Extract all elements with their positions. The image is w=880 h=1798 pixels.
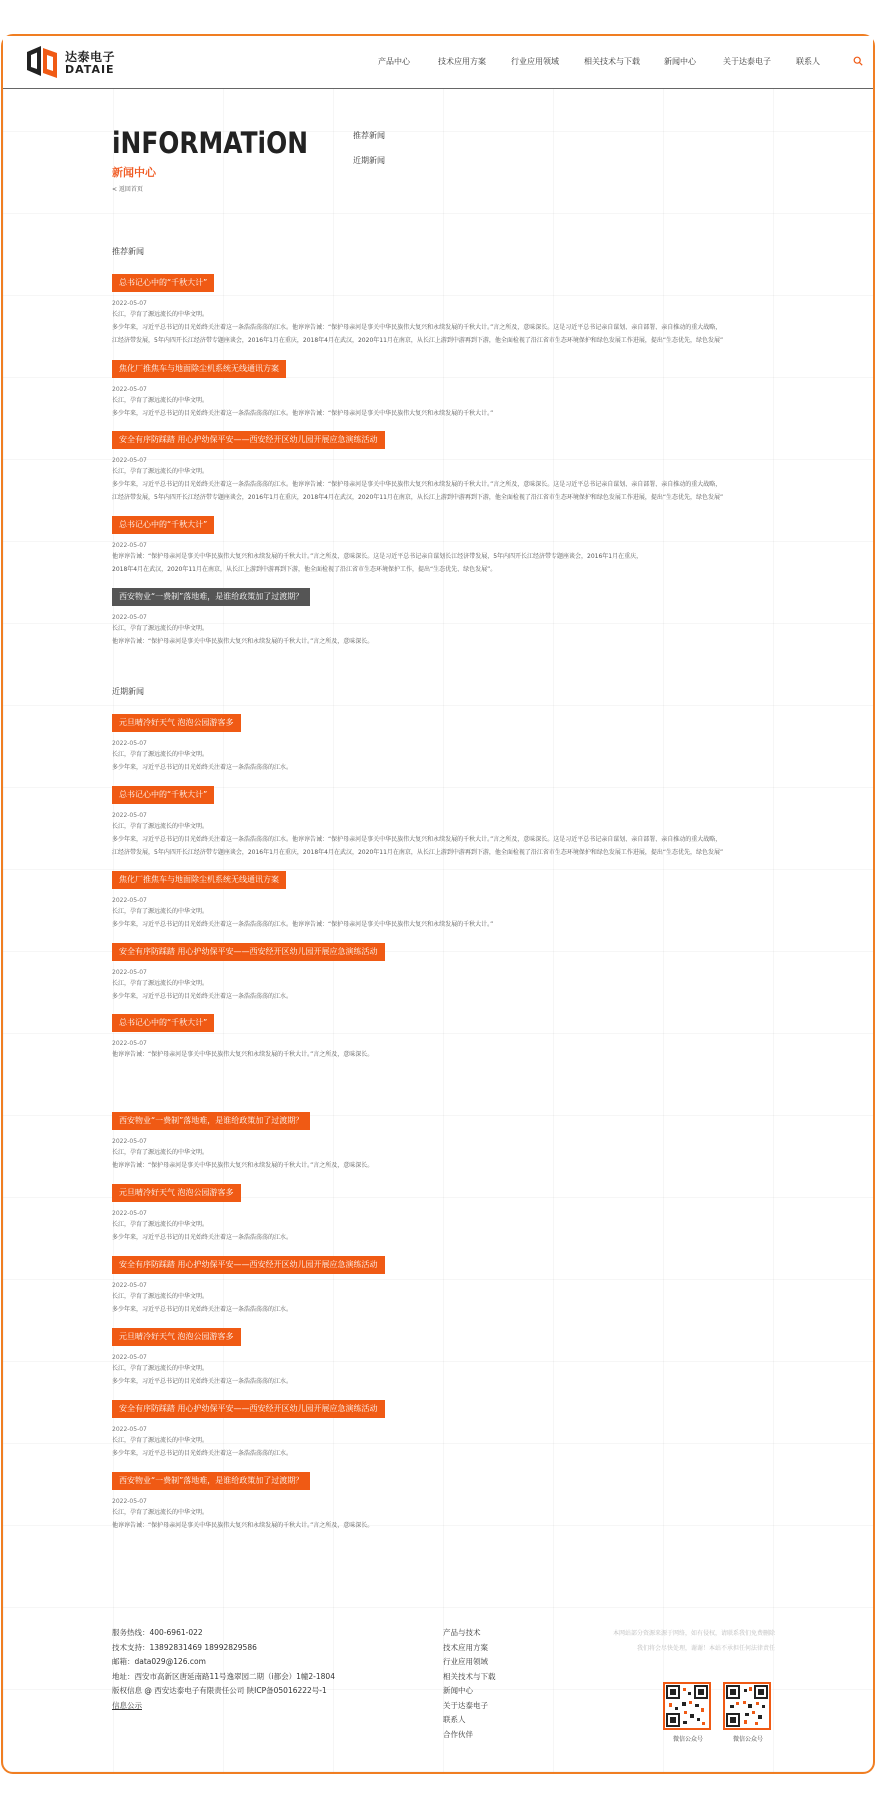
news-summary-line: 他谆谆告诫：“保护母亲河是事关中华民族伟大复兴和永续发展的千秋大计。”言之所及，意味深长。 — [112, 1162, 374, 1169]
list-item — [112, 710, 672, 774]
side-nav — [353, 130, 385, 180]
news-summary-line: 长江，孕育了源远流长的中华文明。 — [112, 1149, 209, 1156]
footer-link[interactable]: 行业应用领域 — [443, 1657, 488, 1666]
qr-code-icon — [723, 1682, 771, 1730]
news-title-tag[interactable]: 总书记心中的“千秋大计” — [112, 786, 214, 804]
news-summary-line: 他谆谆告诫：“保护母亲河是事关中华民族伟大复兴和永续发展的千秋大计。”言之所及，意味深长。这是习近平总书记亲自谋划长江经济带发展，5年内四开长江经济带专题座谈会，2016年1月在重庆， — [112, 553, 643, 560]
footer-link[interactable]: 新闻中心 — [443, 1686, 473, 1695]
footer-link[interactable]: 产品与技术 — [443, 1628, 481, 1637]
news-summary-line: 多少年来，习近平总书记的目光始终关注着这一条浩浩荡荡的江水。他谆谆告诫：“保护母亲河是事关中华民族伟大复兴和永续发展的千秋大计。” — [112, 410, 494, 417]
footer-link[interactable]: 关于达泰电子 — [443, 1700, 488, 1710]
footer-link[interactable]: 合作伙伴 — [443, 1729, 473, 1739]
news-summary-line: 长江，孕育了源远流长的中华文明。 — [112, 823, 209, 830]
news-summary-line: 长江，孕育了源远流长的中华文明。 — [112, 1437, 209, 1444]
news-date: 2022-05-07 — [112, 542, 147, 549]
news-title-tag[interactable]: 安全有序防踩踏 用心护幼保平安——西安经开区幼儿园开展应急演练活动 — [112, 1256, 385, 1274]
header — [3, 36, 873, 89]
news-summary-line: 他谆谆告诫：“保护母亲河是事关中华民族伟大复兴和永续发展的千秋大计。”言之所及，意味深长。 — [112, 1522, 374, 1529]
news-date: 2022-05-07 — [112, 969, 147, 976]
news-title-tag[interactable]: 安全有序防踩踏 用心护幼保平安——西安经开区幼儿园开展应急演练活动 — [112, 943, 385, 961]
news-summary-line: 多少年来，习近平总书记的目光始终关注着这一条浩浩荡荡的江水。 — [112, 1234, 293, 1241]
news-summary-line: 2018年4月在武汉，2020年11月在南京，从长江上游到中游再到下游，他全面检视了沿江省市生态环境保护工作，提出“生态优先、绿色发展”。 — [112, 566, 497, 573]
qr-block — [723, 1682, 773, 1743]
footer-contact — [112, 1626, 335, 1713]
qr-block — [663, 1682, 713, 1743]
list-item — [112, 1252, 672, 1316]
svg-text:iNFORMATiON: iNFORMATiON — [112, 126, 308, 160]
footer-link[interactable]: 技术应用方案 — [443, 1642, 488, 1652]
news-summary-line: 多少年来，习近平总书记的目光始终关注着这一条浩浩荡荡的江水。他谆谆告诫：“保护母亲河是事关中华民族伟大复兴和永续发展的千秋大计。”言之所及，意味深长。这是习近平总书记亲自谋划、亲自部署、亲自推动的重大战略， — [112, 324, 722, 331]
news-summary-line: 长江，孕育了源远流长的中华文明。 — [112, 908, 209, 915]
footer-link[interactable]: 联系人 — [443, 1715, 466, 1724]
footer-email[interactable]: 邮箱：data029@126.com — [112, 1657, 206, 1666]
news-summary-line: 他谆谆告诫：“保护母亲河是事关中华民族伟大复兴和永续发展的千秋大计。”言之所及，意味深长。 — [112, 1051, 374, 1058]
footer-link[interactable]: 相关技术与下载 — [443, 1671, 496, 1681]
nav-item-industries[interactable]: 行业应用领域 — [511, 57, 559, 66]
news-title-tag[interactable]: 元旦晴冷好天气 泡泡公园游客多 — [112, 1328, 241, 1346]
news-date: 2022-05-07 — [112, 897, 147, 904]
news-summary-line: 长江，孕育了源远流长的中华文明。 — [112, 1293, 209, 1300]
news-title-tag[interactable]: 元旦晴冷好天气 泡泡公园游客多 — [112, 714, 241, 732]
list-item — [112, 939, 672, 1003]
search-icon[interactable] — [853, 56, 863, 66]
side-nav-item-recommended[interactable]: 推荐新闻 — [353, 131, 385, 140]
footer-disclaimer-line: 本网站部分资源来源于网络，如有侵权，请联系我们免费删除 — [612, 1630, 775, 1637]
news-summary-line: 多少年来，习近平总书记的目光始终关注着这一条浩浩荡荡的江水。 — [112, 764, 293, 771]
logo-name-cn: 达泰电子 — [65, 50, 116, 64]
news-summary-line: 多少年来，习近平总书记的目光始终关注着这一条浩浩荡荡的江水。 — [112, 1378, 293, 1385]
news-title-tag[interactable]: 西安物业“一费制”落地难，是谁给政策加了过渡期？ — [112, 1112, 310, 1130]
page-frame — [1, 34, 875, 1774]
news-summary-line: 多少年来，习近平总书记的目光始终关注着这一条浩浩荡荡的江水。 — [112, 1450, 293, 1457]
news-summary-line: 江经济带发展，5年内四开长江经济带专题座谈会，2016年1月在重庆，2018年4月在武汉，2020年11月在南京，从长江上游到中游再到下游，他全面检视了沿江省市生态环境保护和绿色发展工作进展，提出“生态优先，绿色发展” — [112, 849, 724, 856]
list-item — [112, 584, 672, 648]
qr-pattern — [665, 1684, 709, 1728]
news-title-tag[interactable]: 焦化厂推焦车与地面除尘机系统无线通讯方案 — [112, 360, 286, 378]
news-title-tag[interactable]: 焦化厂推焦车与地面除尘机系统无线通讯方案 — [112, 871, 286, 889]
list-item — [112, 867, 672, 931]
news-summary-line: 长江，孕育了源远流长的中华文明。 — [112, 1365, 209, 1372]
qr-code-icon — [663, 1682, 711, 1730]
footer-disclaimer-line: 我们将会尽快处理，谢谢！本站不承担任何法律责任 — [636, 1645, 775, 1652]
list-item — [112, 427, 724, 504]
footer-address: 地址：西安市高新区唐延南路11号逸翠园二期（i都会）1幢2-1804 — [112, 1671, 335, 1681]
list-item — [112, 1468, 672, 1532]
news-date: 2022-05-07 — [112, 300, 147, 307]
news-title-tag[interactable]: 西安物业“一费制”落地难，是谁给政策加了过渡期？ — [112, 1472, 310, 1490]
side-nav-item-recent[interactable]: 近期新闻 — [353, 156, 385, 165]
news-date: 2022-05-07 — [112, 1498, 147, 1505]
news-summary-line: 长江，孕育了源远流长的中华文明。 — [112, 980, 209, 987]
news-title-tag[interactable]: 总书记心中的“千秋大计” — [112, 274, 214, 292]
back-home-link[interactable]: < 返回首页 — [112, 186, 143, 193]
news-summary-line: 长江，孕育了源远流长的中华文明。 — [112, 625, 209, 632]
news-summary-line: 长江，孕育了源远流长的中华文明。 — [112, 397, 209, 404]
list-item — [112, 1010, 672, 1061]
qr-caption: 微信公众号 — [672, 1736, 703, 1743]
news-summary-line: 多少年来，习近平总书记的目光始终关注着这一条浩浩荡荡的江水。他谆谆告诫：“保护母亲河是事关中华民族伟大复兴和永续发展的千秋大计。” — [112, 921, 494, 928]
news-title-tag[interactable]: 总书记心中的“千秋大计” — [112, 1014, 214, 1032]
news-summary-line: 长江，孕育了源远流长的中华文明。 — [112, 751, 209, 758]
qr-caption: 微信公众号 — [732, 1736, 763, 1743]
news-summary-line: 长江，孕育了源远流长的中华文明。 — [112, 1509, 209, 1516]
list-item — [112, 512, 672, 576]
news-date: 2022-05-07 — [112, 386, 147, 393]
news-date: 2022-05-07 — [112, 1138, 147, 1145]
footer-copyright: 版权信息 @ 西安达泰电子有限责任公司 陕ICP备05016222号-1 — [112, 1686, 327, 1695]
footer-hotline: 服务热线：400-6961-022 — [112, 1628, 203, 1637]
logo-name-en: DATAIE — [65, 63, 115, 76]
news-date: 2022-05-07 — [112, 1040, 147, 1047]
news-title-tag[interactable]: 安全有序防踩踏 用心护幼保平安——西安经开区幼儿园开展应急演练活动 — [112, 431, 385, 449]
news-summary-line: 长江，孕育了源远流长的中华文明。 — [112, 311, 209, 318]
nav-item-news[interactable]: 新闻中心 — [664, 57, 696, 66]
news-date: 2022-05-07 — [112, 740, 147, 747]
news-date: 2022-05-07 — [112, 614, 147, 621]
list-item — [112, 1324, 672, 1388]
news-title-tag[interactable]: 总书记心中的“千秋大计” — [112, 516, 214, 534]
nav-item-products[interactable]: 产品中心 — [378, 57, 410, 66]
news-summary-line: 江经济带发展，5年内四开长江经济带专题座谈会，2016年1月在重庆，2018年4月在武汉，2020年11月在南京，从长江上游到中游再到下游，他全面检视了沿江省市生态环境保护和绿色发展工作进展，提出“生态优先，绿色发展” — [112, 494, 724, 501]
list-item — [112, 356, 672, 420]
news-summary-line: 多少年来，习近平总书记的目光始终关注着这一条浩浩荡荡的江水。 — [112, 993, 293, 1000]
footer-info-link[interactable]: 信息公示 — [112, 1700, 142, 1710]
list-item — [112, 1180, 672, 1244]
news-title-tag[interactable]: 安全有序防踩踏 用心护幼保平安——西安经开区幼儿园开展应急演练活动 — [112, 1400, 385, 1418]
nav-item-solutions[interactable]: 技术应用方案 — [438, 57, 486, 66]
news-summary-line: 江经济带发展，5年内四开长江经济带专题座谈会，2016年1月在重庆，2018年4月在武汉，2020年11月在南京，从长江上游到中游再到下游，他全面检视了沿江省市生态环境保护和绿色发展工作进展，提出“生态优先，绿色发展” — [112, 337, 724, 344]
footer-disclaimer — [563, 1626, 775, 1656]
list-item — [112, 1108, 672, 1172]
list-item — [112, 270, 724, 347]
news-date: 2022-05-07 — [112, 1210, 147, 1217]
footer-links — [443, 1626, 496, 1742]
news-title-tag[interactable]: 元旦晴冷好天气 泡泡公园游客多 — [112, 1184, 241, 1202]
news-summary-line: 多少年来，习近平总书记的目光始终关注着这一条浩浩荡荡的江水。他谆谆告诫：“保护母亲河是事关中华民族伟大复兴和永续发展的千秋大计。”言之所及，意味深长。这是习近平总书记亲自谋划、亲自部署、亲自推动的重大战略， — [112, 836, 722, 843]
hero-subtitle: 新闻中心 — [112, 166, 156, 179]
section-title-recent: 近期新闻 — [112, 687, 144, 696]
news-date: 2022-05-07 — [112, 1354, 147, 1361]
nav-item-downloads[interactable]: 相关技术与下载 — [584, 57, 640, 66]
news-summary-line: 长江，孕育了源远流长的中华文明。 — [112, 1221, 209, 1228]
list-item — [112, 782, 724, 859]
nav-item-about[interactable]: 关于达泰电子 — [723, 57, 771, 66]
main-nav — [3, 36, 873, 88]
news-summary-line: 他谆谆告诫：“保护母亲河是事关中华民族伟大复兴和永续发展的千秋大计。”言之所及，意味深长。 — [112, 638, 374, 645]
news-summary-line: 多少年来，习近平总书记的目光始终关注着这一条浩浩荡荡的江水。 — [112, 1306, 293, 1313]
news-date: 2022-05-07 — [112, 1426, 147, 1433]
footer-support: 技术支持：13892831469 18992829586 — [112, 1642, 257, 1652]
news-date: 2022-05-07 — [112, 1282, 147, 1289]
section-title-recommended: 推荐新闻 — [112, 247, 144, 256]
news-summary-line: 多少年来，习近平总书记的目光始终关注着这一条浩浩荡荡的江水。他谆谆告诫：“保护母亲河是事关中华民族伟大复兴和永续发展的千秋大计。”言之所及，意味深长。这是习近平总书记亲自谋划、亲自部署、亲自推动的重大战略， — [112, 481, 722, 488]
news-date: 2022-05-07 — [112, 457, 147, 464]
nav-item-contact[interactable]: 联系人 — [796, 57, 820, 66]
news-date: 2022-05-07 — [112, 812, 147, 819]
news-title-tag[interactable]: 西安物业“一费制”落地难，是谁给政策加了过渡期？ — [112, 588, 310, 606]
news-summary-line: 长江，孕育了源远流长的中华文明。 — [112, 468, 209, 475]
hero-title — [112, 128, 312, 158]
list-item — [112, 1396, 672, 1460]
qr-pattern — [725, 1684, 769, 1728]
